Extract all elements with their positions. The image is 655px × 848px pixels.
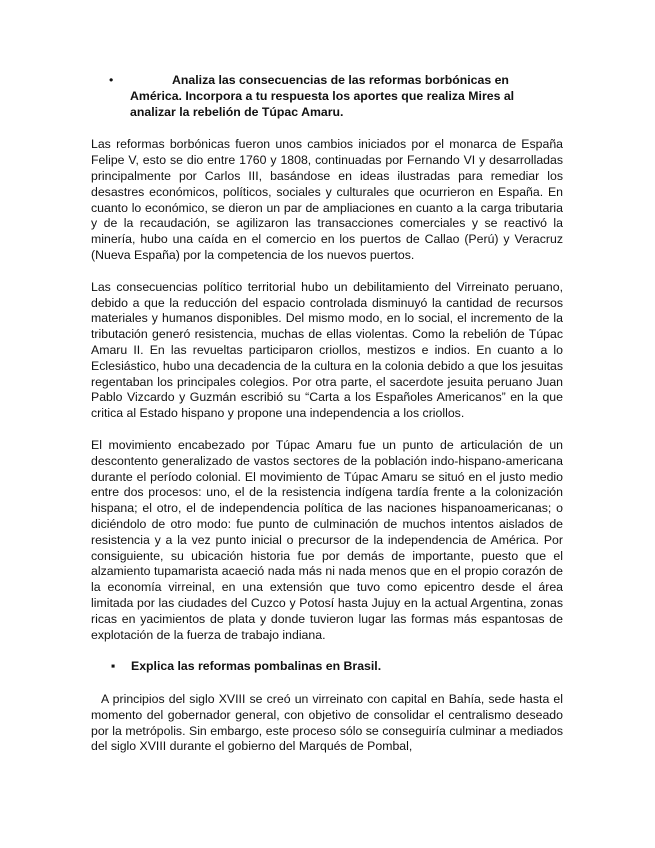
question-text-1: Analiza las consecuencias de las reformas borbónicas en América. Incorpora a tu respuesta los aportes que realiza Mires al analizar la rebelión de Túpac Amaru. [130, 73, 515, 119]
paragraph-reformas: Las reformas borbónicas fueron unos cambios iniciados por el monarca de España Felipe V, esto se dio entre 1760 y 1808, continuadas por Fernando VI y desarrolladas principalmente por Carlos III, basándose en ideas ilustradas para remediar los desastres económicos, políticos, sociales y culturales que ocurrieron en España. En cuanto lo económico, se dieron un par de ampliaciones en cuanto a la carga tributaria y de la recaudación, se agilizaron las transacciones comerciales y se reactivó la minería, hubo una caída en el comercio en los puertos de Callao (Perú) y Veracruz (Nueva España) por la competencia de los nuevos puertos. [91, 137, 563, 262]
paragraph-tupac-amaru: El movimiento encabezado por Túpac Amaru fue un punto de articulación de un descontento generalizado de vastos sectores de la población indo-hispano-americana durante el período colonial. El movimiento de Túpac Amaru se situó en el justo medio entre dos procesos: uno, el de la resistencia indígena tardía frente a la colonización hispana; el otro, el de independencia política de las naciones hispanoamericanas; o diciéndolo de otro modo: fue punto de culminación de muchos intentos aislados de resistencia y a la vez punto inicial o precursor de la independencia de América. Por consiguiente, su ubicación historia fue por demás de importante, puesto que el alzamiento tupamarista acaeció nada más ni nada menos que en el propio corazón de la economía virreinal, en una extensión que tuvo como epicentro desde el área limitada por las ciudades del Cuzco y Potosí hasta Jujuy en la actual Argentina, zonas ricas en yacimientos de plata y donde tuvieron lugar las formas más espantosas de explotación de la fuerza de trabajo indiana. [91, 437, 563, 642]
square-bullet-icon: ▪ [111, 659, 116, 674]
document-page [91, 73, 563, 771]
paragraph-pombalinas: A principios del siglo XVIII se creó un virreinato con capital en Bahía, sede hasta el momento del gobernador general, con objetivo de consolidar el centralismo deseado por la metrópolis. Sin embargo, este proceso sólo se conseguiría culminar a mediados del siglo XVIII durante el gobierno del Marqués de Pombal, [91, 692, 563, 754]
bullet-icon: • [109, 73, 114, 87]
paragraph-consecuencias: Las consecuencias político territorial hubo un debilitamiento del Virreinato peruano, debido a que la reducción del espacio controlada disminuyó la cantidad de recursos materiales y humanos disponibles. Del mismo modo, en lo social, el incremento de la tributación generó resistencia, muchas de ellas violentas. Como la rebelión de Túpac Amaru II. En las revueltas participaron criollos, mestizos e indios. En cuanto a lo Eclesiástico, hubo una decadencia de la cultura en la colonia debido a que los jesuitas regentaban los principales colegios. Por otra parte, el sacerdote jesuita peruano Juan Pablo Vizcardo y Guzmán escribió su “Carta a los Españoles Americanos” en la que critica al Estado hispano y propone una independencia a los criollos. [91, 279, 563, 421]
question-heading-1 [91, 73, 563, 120]
question-heading-2 [91, 659, 563, 675]
question-text-2: Explica las reformas pombalinas en Brasil. [131, 659, 382, 674]
